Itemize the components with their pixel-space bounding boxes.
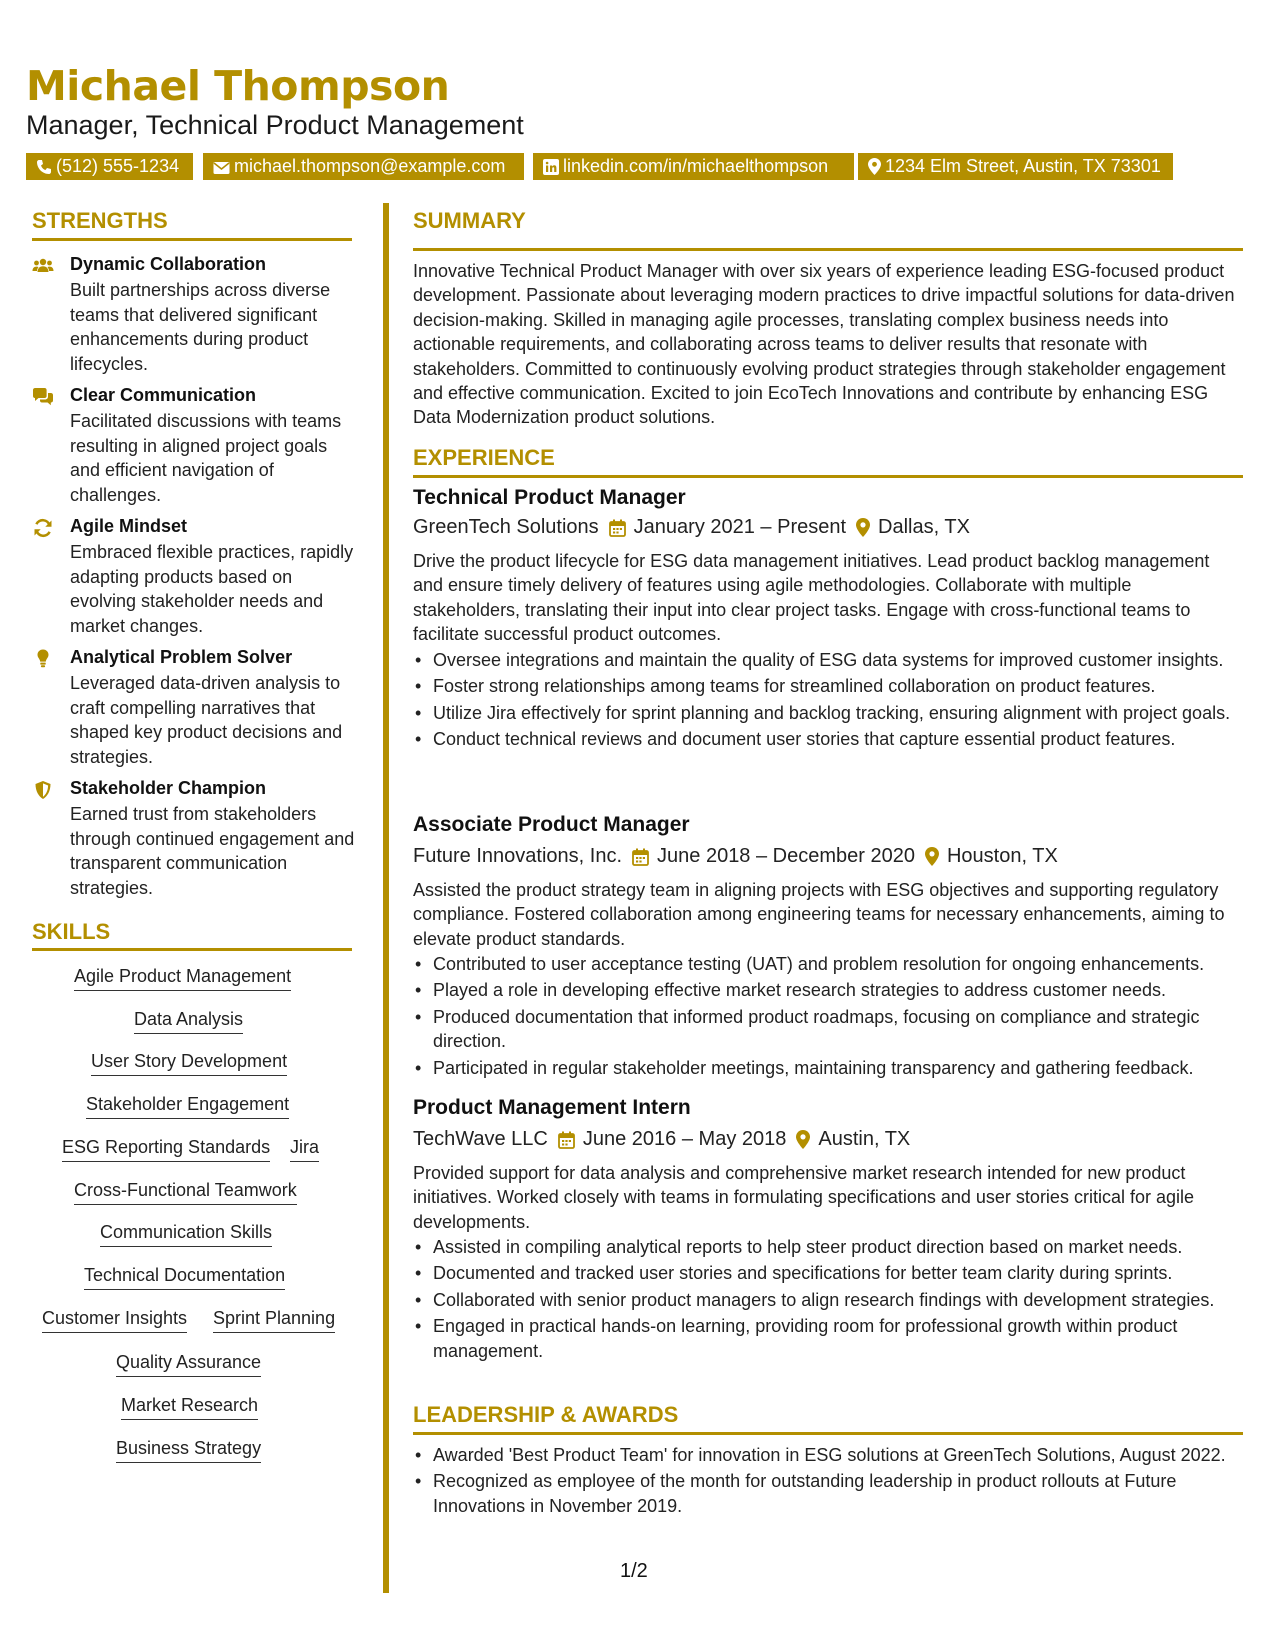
skill-tag: Business Strategy xyxy=(116,1438,261,1463)
strength-item xyxy=(32,647,352,767)
list-item: • Foster strong relationships among teams for streamlined collaboration on product features. xyxy=(433,674,1263,698)
calendar-icon xyxy=(609,519,626,537)
list-item: • Oversee integrations and maintain the quality of ESG data systems for improved customer insights. xyxy=(433,648,1263,672)
skill-tag: Data Analysis xyxy=(134,1009,243,1034)
contact-bar xyxy=(26,153,1258,180)
skill-tag: Technical Documentation xyxy=(84,1265,285,1290)
skill-tag: Agile Product Management xyxy=(74,966,291,991)
linkedin-chip[interactable] xyxy=(533,153,854,180)
skill-tag: Cross-Functional Teamwork xyxy=(74,1180,297,1205)
summary-text: Innovative Technical Product Manager with over six years of experience leading ESG-focused product development. Passionate about leveraging modern practices to drive impactful solutions for data-driven decision-making. Skilled in managing agile processes, translating complex business needs into actionable requirements, and collaborating across teams to deliver results that resonate with stakeholders. Committed to continuously evolving product strategies through stakeholder engagement and effective communication. Excited to join EcoTech Innovations and contribute by enhancing ESG Data Modernization product solutions. xyxy=(413,261,1235,428)
strength-item xyxy=(32,516,352,636)
job-description: Provided support for data analysis and comprehensive market research intended for new product initiatives. Worked closely with teams in formulating specifications and user stories critical for agile developments. xyxy=(413,1163,1194,1232)
email-text: michael.thompson@example.com xyxy=(234,156,506,176)
skill-tag: Quality Assurance xyxy=(116,1352,261,1377)
list-item: • Utilize Jira effectively for sprint planning and backlog tracking, ensuring alignment with project goals. xyxy=(433,701,1263,725)
strength-title: Dynamic Collaboration xyxy=(70,254,267,274)
sync-icon xyxy=(32,518,54,538)
skill-tag: Sprint Planning xyxy=(213,1308,335,1333)
job-title: Product Management Intern xyxy=(413,1096,691,1119)
job-meta xyxy=(413,845,1058,871)
awards-rule xyxy=(413,1432,1243,1435)
candidate-title: Manager, Technical Product Management xyxy=(26,110,524,140)
address-text: 1234 Elm Street, Austin, TX 73301 xyxy=(885,156,1161,176)
job-company: GreenTech Solutions xyxy=(413,516,599,539)
awards-list xyxy=(413,1443,1263,1520)
list-item: • Participated in regular stakeholder meetings, maintaining transparency and gathering feedback. xyxy=(433,1056,1263,1080)
strength-desc: Facilitated discussions with teams resulting in aligned project goals and efficient navigation of challenges. xyxy=(70,411,342,505)
linkedin-icon xyxy=(543,159,559,175)
list-item: • Awarded 'Best Product Team' for innovation in ESG solutions at GreenTech Solutions, August 2022. xyxy=(433,1443,1263,1467)
users-icon xyxy=(32,256,54,276)
strength-item xyxy=(32,385,352,505)
list-item: • Played a role in developing effective market research strategies to address customer needs. xyxy=(433,978,1263,1002)
skill-tag: Market Research xyxy=(121,1395,258,1420)
summary-rule xyxy=(413,248,1243,251)
skill-tag: Jira xyxy=(290,1137,319,1162)
strengths-heading: STRENGTHS xyxy=(32,208,168,233)
map-marker-icon xyxy=(796,1130,810,1149)
job-dates: June 2016 – May 2018 xyxy=(582,1128,787,1151)
list-item: • Conduct technical reviews and document user stories that capture essential product features. xyxy=(433,727,1263,751)
strength-item xyxy=(32,778,355,898)
job-location: Houston, TX xyxy=(946,845,1058,868)
list-item: • Engaged in practical hands-on learning, providing room for professional growth within product management. xyxy=(433,1314,1263,1363)
comments-icon xyxy=(32,387,54,407)
job-description: Assisted the product strategy team in aligning projects with ESG objectives and supporting regulatory compliance. Fostered collaboration among engineering teams for necessary enhancements, aiming to elevate product standards. xyxy=(413,880,1225,949)
list-item: • Documented and tracked user stories and specifications for better team clarity during sprints. xyxy=(433,1261,1263,1285)
phone-text: (512) 555-1234 xyxy=(56,156,180,176)
job-dates: June 2018 – December 2020 xyxy=(657,845,915,868)
strength-desc: Earned trust from stakeholders through continued engagement and transparent communication strategies. xyxy=(70,804,355,898)
strength-desc: Built partnerships across diverse teams that delivered significant enhancements during product lifecycles. xyxy=(70,280,331,374)
job-company: Future Innovations, Inc. xyxy=(413,845,623,868)
shield-icon xyxy=(32,780,54,800)
list-item: • Contributed to user acceptance testing (UAT) and problem resolution for ongoing enhancements. xyxy=(433,952,1263,976)
skill-tag: User Story Development xyxy=(91,1051,287,1076)
job-title: Associate Product Manager xyxy=(413,813,690,836)
job-dates: January 2021 – Present xyxy=(633,516,847,539)
page-number: 1/2 xyxy=(620,1560,648,1582)
map-marker-icon xyxy=(868,158,881,175)
job-meta xyxy=(413,1128,910,1154)
list-item: • Recognized as employee of the month for outstanding leadership in product rollouts at Future Innovations in November 2019. xyxy=(433,1469,1263,1518)
skill-tag: Communication Skills xyxy=(100,1222,272,1247)
job-meta xyxy=(413,516,970,542)
envelope-icon xyxy=(213,161,230,175)
lightbulb-icon xyxy=(32,649,54,669)
column-divider xyxy=(383,203,389,1593)
list-item: • Produced documentation that informed product roadmaps, focusing on compliance and strategic direction. xyxy=(433,1005,1263,1054)
summary-heading: SUMMARY xyxy=(413,208,526,233)
strength-title: Stakeholder Champion xyxy=(70,778,267,798)
calendar-icon xyxy=(632,848,649,866)
map-marker-icon xyxy=(925,847,939,866)
job-bullets xyxy=(413,648,1263,754)
skills-heading: SKILLS xyxy=(32,919,111,944)
map-marker-icon xyxy=(856,518,870,537)
job-location: Austin, TX xyxy=(818,1128,911,1151)
address-chip[interactable] xyxy=(858,153,1173,180)
experience-heading: EXPERIENCE xyxy=(413,445,555,470)
list-item: • Assisted in compiling analytical reports to help steer product direction based on market needs. xyxy=(433,1235,1263,1259)
linkedin-text: linkedin.com/in/michaelthompson xyxy=(563,156,829,176)
skill-tag: ESG Reporting Standards xyxy=(62,1137,270,1162)
strength-title: Analytical Problem Solver xyxy=(70,647,293,667)
strengths-rule xyxy=(32,238,352,241)
email-chip[interactable] xyxy=(203,153,524,180)
strength-desc: Embraced flexible practices, rapidly adapting products based on evolving stakeholder needs and market changes. xyxy=(70,542,354,636)
skill-tag: Customer Insights xyxy=(42,1308,187,1333)
strength-title: Clear Communication xyxy=(70,385,257,405)
strength-item xyxy=(32,254,352,374)
job-company: TechWave LLC xyxy=(413,1128,548,1151)
job-description: Drive the product lifecycle for ESG data management initiatives. Lead product backlog management and ensure timely delivery of features using agile methodologies. Collaborate with multiple stakeholders, translating their input into clear project tasks. Engage with cross-functional teams to facilitate successful product outcomes. xyxy=(413,551,1210,645)
strength-title: Agile Mindset xyxy=(70,516,188,536)
skill-tag: Stakeholder Engagement xyxy=(86,1094,289,1119)
phone-chip[interactable] xyxy=(26,153,193,180)
experience-rule xyxy=(413,475,1243,478)
candidate-name: Michael Thompson xyxy=(26,62,450,110)
skills-rule xyxy=(32,948,352,951)
strength-desc: Leveraged data-driven analysis to craft compelling narratives that shaped key product decisions and strategies. xyxy=(70,673,343,767)
job-title: Technical Product Manager xyxy=(413,486,686,509)
phone-icon xyxy=(36,159,52,175)
calendar-icon xyxy=(558,1131,575,1149)
job-bullets xyxy=(413,1235,1263,1365)
awards-heading: LEADERSHIP & AWARDS xyxy=(413,1402,679,1427)
job-location: Dallas, TX xyxy=(878,516,970,539)
job-bullets xyxy=(413,952,1263,1082)
list-item: • Collaborated with senior product managers to align research findings with development strategies. xyxy=(433,1288,1263,1312)
